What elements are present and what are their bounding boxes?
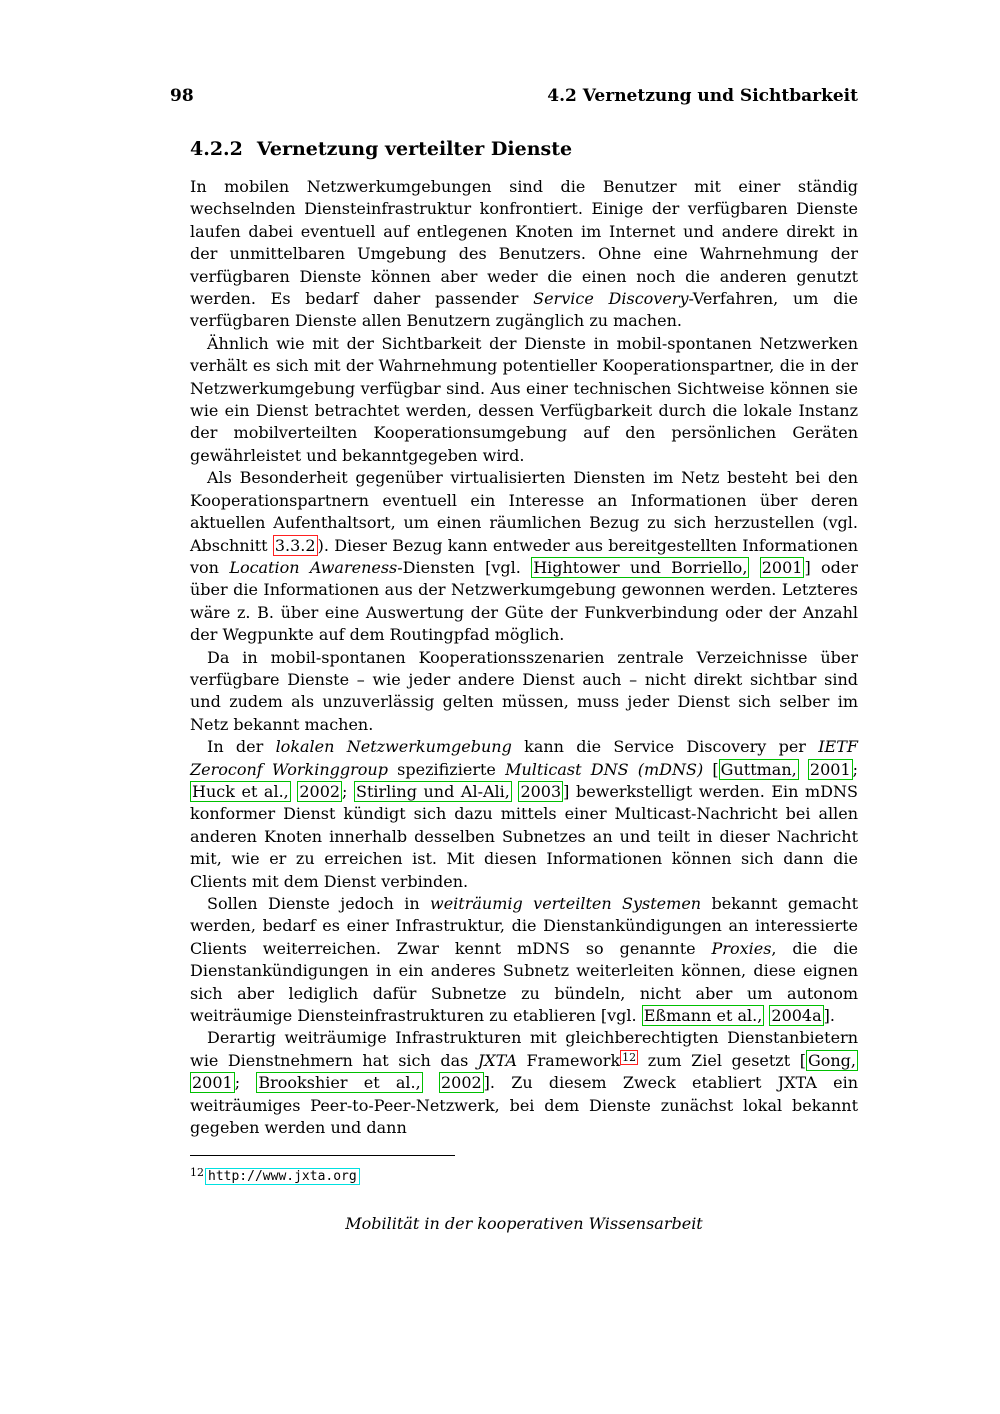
text-run: ]. — [823, 1006, 835, 1026]
page-footer — [190, 1214, 858, 1233]
page-content — [190, 138, 858, 1187]
italic-text-run: weiträumig verteilten Systemen — [430, 894, 702, 913]
citation-link[interactable]: 2002 — [299, 781, 341, 801]
citation-link[interactable]: 2002 — [440, 1073, 482, 1093]
section-ref-link[interactable]: 3.3.2 — [274, 535, 316, 555]
text-run: -Diensten [vgl. — [397, 557, 532, 577]
text-run: kann die Service Discovery per — [511, 737, 819, 757]
section-heading — [190, 138, 858, 160]
paragraph — [190, 1027, 858, 1139]
citation-link[interactable]: Stirling und Al-Ali, — [356, 781, 510, 801]
text-run: ] bewerkstelligt werden. Ein mDNS konformer Dienst kündigt sich dazu mittels einer Multicast-Nachricht bei allen anderen Knoten innerhalb desselben Subnetzes an und teilt in dieser Nachricht mit, wie er zu erreichen ist. Mit diesen Informationen können sich dann die Clients mit dem Dienst verbinden. — [190, 781, 858, 891]
text-run: ]. Zu diesem Zweck etabliert JXTA ein weiträumiges Peer-to-Peer-Netzwerk, bei dem Dienste zunächst lokal bekannt gegeben werden und dann — [190, 1073, 859, 1138]
citation-link[interactable]: 2001 — [761, 557, 803, 577]
text-run: bekannt gemacht werden, bedarf es einer Infrastruktur, die Dienstankündigungen an interessierte Clients weiterreichen. Zwar kennt mDNS so genannte — [190, 894, 858, 958]
citation-link[interactable]: Brookshier et al., — [258, 1073, 421, 1093]
text-run: In der — [207, 737, 276, 757]
footnote — [190, 1163, 858, 1187]
text-run: -Verfahren, um die verfügbaren Dienste allen Benutzern zugänglich zu machen. — [190, 289, 858, 331]
text-run: ). Dieser Bezug kann entweder aus bereitgestellten Informationen von — [190, 535, 858, 577]
footnote-ref-link[interactable]: 12 — [622, 1050, 637, 1064]
page-header — [170, 86, 858, 106]
text-run: Da in mobil-spontanen Kooperationsszenarien zentrale Verzeichnisse über verfügbare Dienste – wie jeder andere Dienst auch – nicht direkt sichtbar sind und zudem als unzuverlässig gelten müssen, muss jeder Dienst sich selber im Netz bekannt machen. — [190, 647, 858, 734]
body-paragraphs — [190, 176, 858, 1139]
running-header-title: 4.2 Vernetzung und Sichtbarkeit — [547, 86, 858, 106]
italic-text-run: Multicast DNS (mDNS) — [505, 759, 704, 779]
citation-link[interactable]: Hightower und Borriello, — [533, 557, 748, 577]
paragraph — [190, 333, 858, 467]
section-title: Vernetzung verteilter Dienste — [256, 138, 573, 160]
citation-link[interactable]: Eßmann et al., — [643, 1006, 763, 1026]
italic-text-run: Service Discovery — [533, 289, 689, 309]
text-run: ; — [852, 759, 859, 779]
citation-link[interactable]: 2001 — [809, 759, 851, 779]
italic-text-run: Proxies — [711, 938, 772, 958]
footnote-rule — [190, 1155, 455, 1156]
text-run: [ — [703, 759, 719, 779]
footer-text: Mobilität in der kooperativen Wissensarbeit — [345, 1214, 703, 1233]
text-run — [423, 1073, 439, 1092]
italic-text-run: Location Awareness — [229, 557, 398, 577]
citation-link[interactable]: 2001 — [192, 1073, 233, 1093]
text-run: ; — [234, 1073, 257, 1093]
text-run: Framework — [517, 1050, 621, 1070]
section-number: 4.2.2 — [190, 138, 243, 160]
paragraph — [190, 467, 858, 646]
paragraph — [190, 736, 858, 893]
italic-text-run: JXTA — [477, 1050, 518, 1070]
citation-link[interactable]: Gong, — [807, 1050, 856, 1070]
text-run: Sollen Dienste jedoch in — [207, 894, 431, 913]
text-run: spezifizierte — [387, 759, 506, 779]
paragraph — [190, 647, 858, 737]
text-run: Als Besonderheit gegenüber virtualisierten Diensten im Netz besteht bei den Kooperationspartnern eventuell ein Interesse an Informationen über deren aktuellen Aufenthaltsort, um einen räumlichen Bezug zu sich herzustellen (vgl. Abschnitt — [190, 468, 858, 555]
citation-link[interactable]: Guttman, — [720, 759, 797, 779]
text-run — [749, 558, 759, 577]
text-run: ] oder über die Informationen aus der Netzwerkumgebung gewonnen werden. Letzteres wäre z. B. über eine Auswertung der Güte der Funkverbindung oder der Anzahl der Wegpunkte auf dem Routingpfad möglich. — [190, 557, 859, 645]
footnote-marker: 12 — [190, 1166, 204, 1180]
footnote-area — [190, 1155, 858, 1187]
text-run: ; — [342, 781, 354, 801]
paragraph — [190, 893, 858, 1027]
text-run: , die die Dienstankündigungen in ein anderes Subnetz weiterleiten können, diese eignen sich aber lediglich dafür Subnetze zu bündeln, nicht aber um autonom weiträumige Diensteinfrastrukturen zu etablieren [vgl. — [190, 938, 858, 1026]
paragraph — [190, 176, 858, 333]
page-number: 98 — [170, 86, 194, 106]
citation-link[interactable]: 2004a — [771, 1006, 822, 1026]
footnote-url-link[interactable]: http://www.jxta.org — [205, 1168, 360, 1185]
text-run: Derartig weiträumige Infrastrukturen mit gleichberechtigten Dienstanbietern wie Dienstnehmern hat sich das — [190, 1028, 858, 1070]
italic-text-run: IETF Zeroconf Workinggroup — [190, 737, 858, 779]
citation-link[interactable]: Huck et al., — [192, 781, 289, 801]
citation-link[interactable]: 2003 — [520, 781, 562, 801]
text-run: zum Ziel gesetzt [ — [638, 1050, 806, 1070]
text-run — [799, 760, 808, 779]
italic-text-run: lokalen Netzwerkumgebung — [275, 737, 512, 757]
text-run: In mobilen Netzwerkumgebungen sind die Benutzer mit einer ständig wechselnden Diensteinfrastruktur konfrontiert. Einige der verfügbaren Dienste laufen dabei eventuell auf entlegenen Knoten im Internet und andere direkt in der unmittelbaren Umgebung des Benutzers. Ohne eine Wahrnehmung der verfügbaren Dienste können aber weder die einen noch die anderen genutzt werden. Es bedarf daher passender — [190, 177, 858, 309]
text-run: Ähnlich wie mit der Sichtbarkeit der Dienste in mobil-spontanen Netzwerken verhält es sich mit der Wahrnehmung potentieller Kooperationspartner, die in der Netzwerkumgebung verfügbar sind. Aus einer technischen Sichtweise können sie wie ein Dienst betrachtet werden, dessen Verfügbarkeit durch die lokale Instanz der mobilverteilten Kooperationsumgebung auf den persönlichen Geräten gewährleistet und bekanntgegeben wird. — [190, 333, 858, 465]
